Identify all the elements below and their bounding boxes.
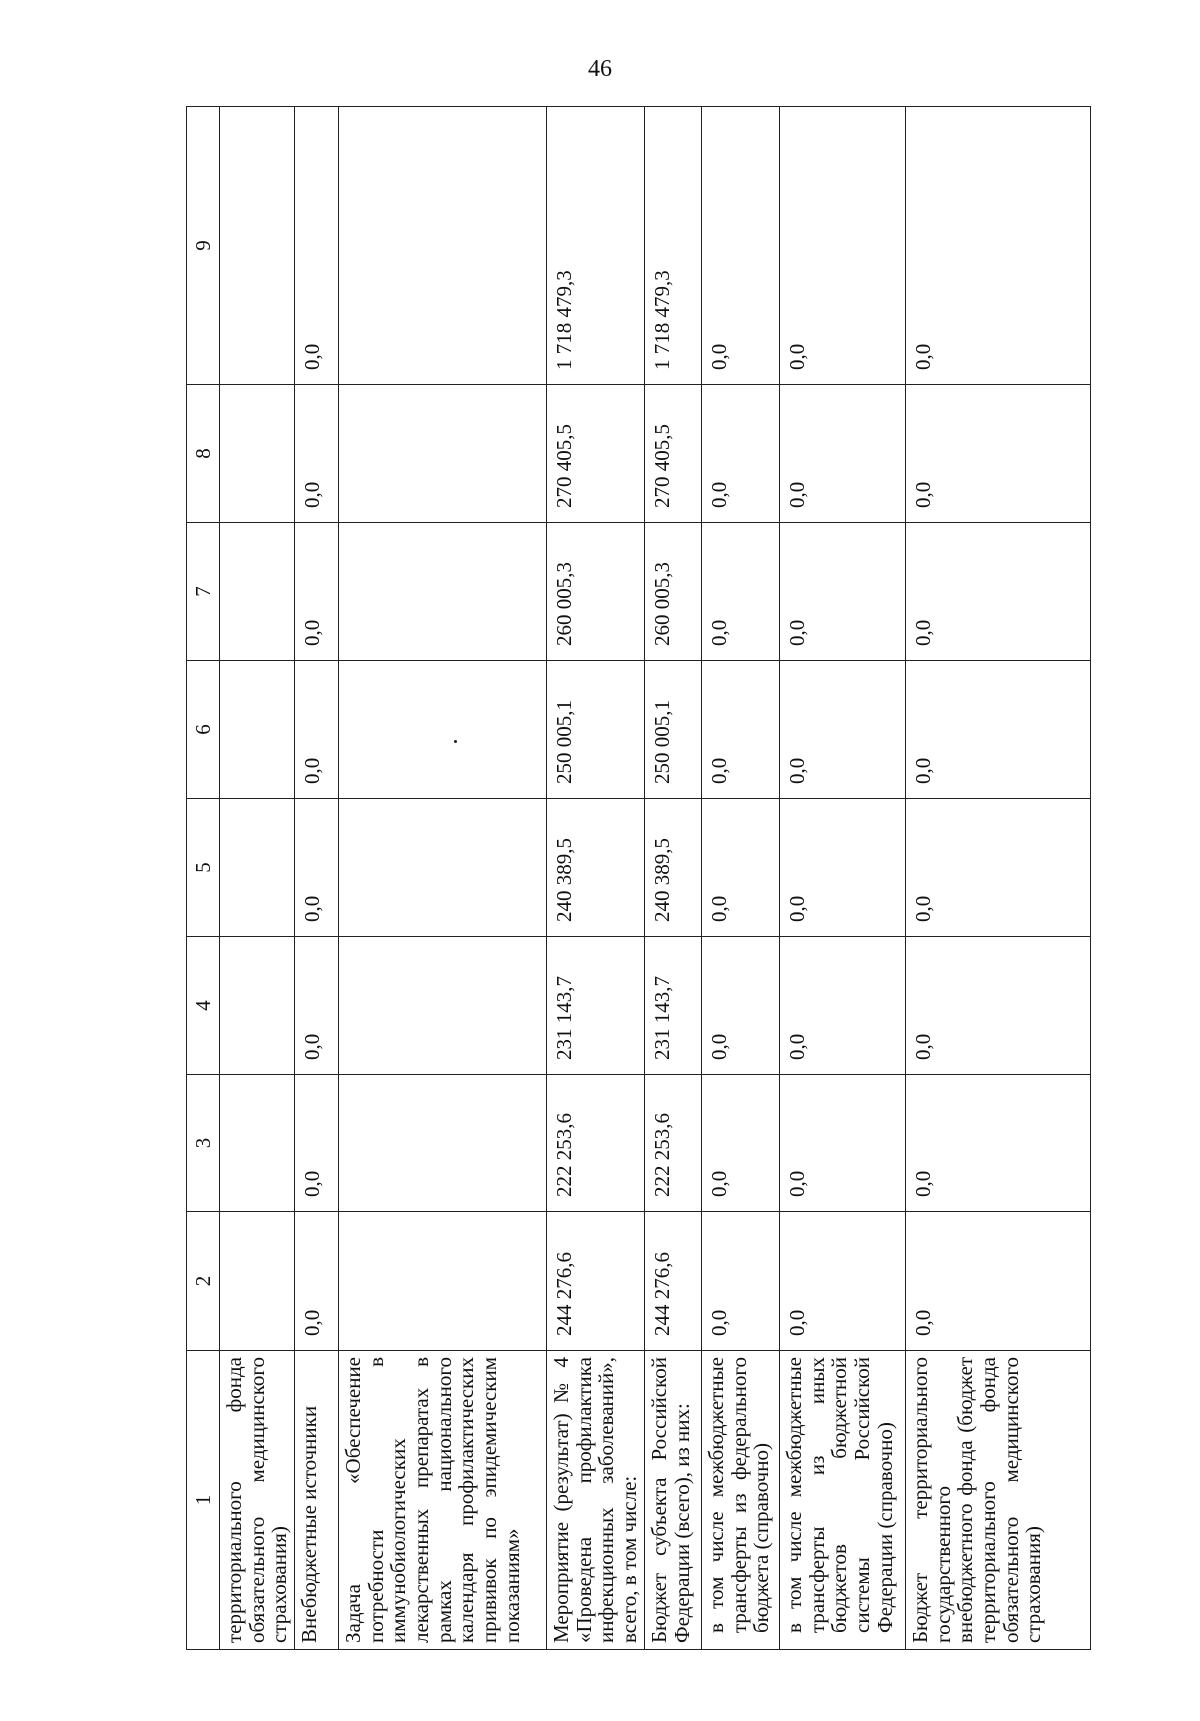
table-cell	[339, 385, 547, 523]
table-cell: 0,0	[295, 937, 339, 1075]
table-cell: 270 405,5	[645, 385, 702, 523]
table-cell: 0,0	[780, 661, 906, 799]
table-cell: 270 405,5	[547, 385, 645, 523]
row-label: в том числе межбюджетные трансферты из иных бюджетов бюджетной системы Российской Федерации (справочно)	[780, 1351, 906, 1650]
table-cell: 222 253,6	[645, 1075, 702, 1212]
row-label: Мероприятие (результат) № 4 «Проведена профилактика инфекционных заболеваний», всего, в том числе:	[547, 1351, 645, 1650]
row-label: в том числе межбюджетные трансферты из федерального бюджета (справочно)	[702, 1351, 780, 1650]
table-cell: 0,0	[780, 385, 906, 523]
table-cell: 260 005,3	[645, 523, 702, 661]
table-cell: 231 143,7	[645, 937, 702, 1075]
row-label: Внебюджетные источники	[295, 1351, 339, 1650]
table-cell	[339, 1212, 547, 1351]
row-label: Бюджет субъекта Российской Федерации (всего), из них:	[645, 1351, 702, 1650]
table-cell: 0,0	[906, 1075, 1091, 1212]
table-cell: 0,0	[780, 1075, 906, 1212]
table-header-row	[187, 107, 220, 1650]
table-cell: 0,0	[780, 107, 906, 385]
table-cell: 0,0	[906, 799, 1091, 937]
table-cell	[220, 107, 295, 385]
table-cell: 0,0	[906, 107, 1091, 385]
table-cell: 0,0	[295, 523, 339, 661]
table-cell: 0,0	[780, 523, 906, 661]
table-cell: 250 005,1	[645, 661, 702, 799]
table-cell: 0,0	[906, 523, 1091, 661]
column-header: 9	[187, 107, 220, 385]
table-cell: 222 253,6	[547, 1075, 645, 1212]
table-cell	[220, 799, 295, 937]
table-cell: 0,0	[295, 1075, 339, 1212]
table-cell	[220, 937, 295, 1075]
table-cell: 0,0	[780, 1212, 906, 1351]
column-header: 7	[187, 523, 220, 661]
column-header: 3	[187, 1075, 220, 1212]
table-cell: 0,0	[906, 1212, 1091, 1351]
table-cell: 244 276,6	[547, 1212, 645, 1351]
table-row	[906, 107, 1091, 1650]
table-cell: 250 005,1	[547, 661, 645, 799]
table-cell: 0,0	[702, 1075, 780, 1212]
table-cell	[339, 107, 547, 385]
table-cell	[339, 523, 547, 661]
column-header: 6	[187, 661, 220, 799]
column-header: 8	[187, 385, 220, 523]
table-cell	[220, 1212, 295, 1351]
table-cell: 0,0	[295, 1212, 339, 1351]
table-cell: 0,0	[702, 799, 780, 937]
row-label: Задача «Обеспечение потребности в иммунобиологических лекарственных препаратах в рамках национального календаря профилактических прививок по эпидемическим показаниям»	[339, 1351, 547, 1650]
table-row	[339, 107, 547, 1650]
table-cell: 240 389,5	[547, 799, 645, 937]
table-cell: 0,0	[295, 107, 339, 385]
table-cell	[339, 661, 547, 799]
table-cell	[339, 1075, 547, 1212]
table-cell	[339, 937, 547, 1075]
row-label: территориального фонда обязательного медицинского страхования)	[220, 1351, 295, 1650]
table-cell: 1 718 479,3	[645, 107, 702, 385]
table-cell: 1 718 479,3	[547, 107, 645, 385]
table-cell: 0,0	[295, 661, 339, 799]
column-header: 2	[187, 1212, 220, 1351]
table-cell: 0,0	[780, 937, 906, 1075]
table-cell: 0,0	[702, 1212, 780, 1351]
column-header: 5	[187, 799, 220, 937]
table-cell: 0,0	[702, 523, 780, 661]
table-cell: 244 276,6	[645, 1212, 702, 1351]
table-cell: 0,0	[906, 385, 1091, 523]
budget-table-rotated	[186, 107, 1082, 1650]
column-header: 1	[187, 1351, 220, 1650]
table-cell: 240 389,5	[645, 799, 702, 937]
table-row	[780, 107, 906, 1650]
table-cell	[220, 661, 295, 799]
budget-table	[186, 106, 1091, 1650]
table-cell: 0,0	[780, 799, 906, 937]
table-cell	[220, 1075, 295, 1212]
table-row	[702, 107, 780, 1650]
page-number: 46	[588, 56, 612, 82]
table-row	[295, 107, 339, 1650]
table-cell	[220, 523, 295, 661]
table-cell: 0,0	[906, 661, 1091, 799]
table-cell: 0,0	[906, 937, 1091, 1075]
table-cell: 0,0	[295, 799, 339, 937]
table-cell: 0,0	[702, 107, 780, 385]
table-cell: 231 143,7	[547, 937, 645, 1075]
table-cell	[339, 799, 547, 937]
row-label: Бюджет территориального государственного внебюджетного фонда (бюджет территориального фонда обязательного медицинского страхования)	[906, 1351, 1091, 1650]
column-header: 4	[187, 937, 220, 1075]
table-cell: 0,0	[295, 385, 339, 523]
table-cell: 0,0	[702, 385, 780, 523]
table-cell: 0,0	[702, 937, 780, 1075]
table-cell	[220, 385, 295, 523]
table-cell: 260 005,3	[547, 523, 645, 661]
table-row	[547, 107, 645, 1650]
table-cell: 0,0	[702, 661, 780, 799]
table-row	[220, 107, 295, 1650]
table-row	[645, 107, 702, 1650]
